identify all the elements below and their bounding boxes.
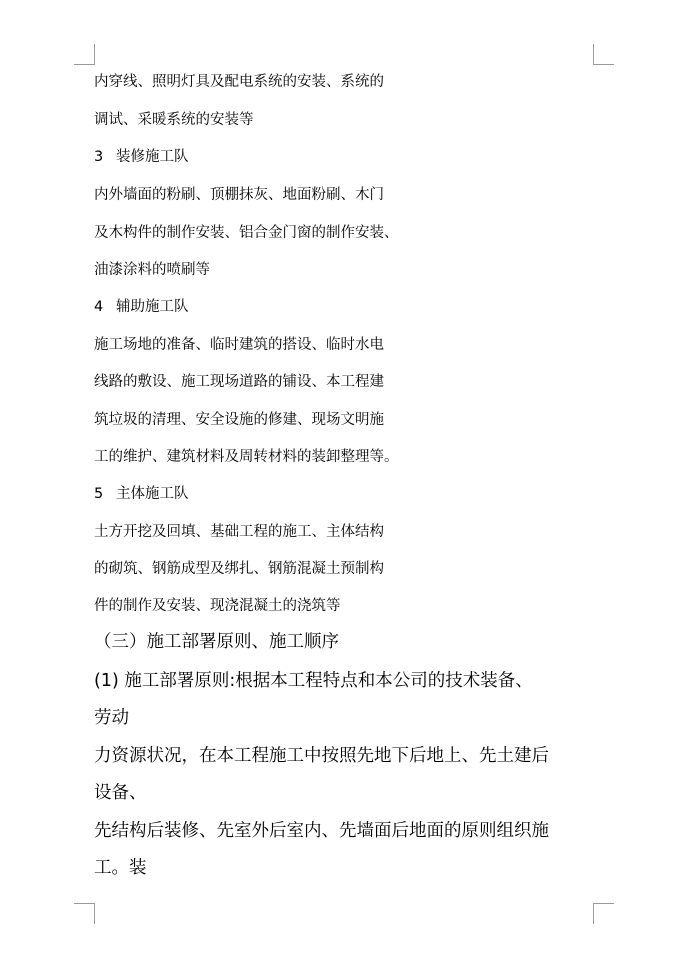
- section-number: 4: [94, 299, 104, 315]
- body-line: 力资源状况，在本工程施工中按照先地下后地上、先土建后: [94, 746, 549, 766]
- body-line: 劳动: [94, 708, 129, 728]
- crop-mark-bottom-left: [74, 903, 95, 924]
- crop-mark-top-left: [74, 44, 95, 65]
- body-line: 工。装: [94, 858, 147, 878]
- body-line: 土方开挖及回填、基础工程的施工、主体结构: [94, 524, 384, 540]
- subsection-heading: （三）施工部署原则、施工顺序: [94, 632, 339, 652]
- section-heading-decoration-team: [94, 150, 189, 165]
- body-line: 工的维护、建筑材料及周转材料的装卸整理等。: [94, 449, 399, 465]
- crop-mark-top-right: [593, 44, 614, 65]
- section-title: 装修施工队: [116, 149, 189, 165]
- crop-mark-bottom-right: [593, 903, 614, 924]
- section-number: 5: [94, 486, 104, 502]
- body-line: 筑垃圾的清理、安全设施的修建、现场文明施: [94, 412, 384, 428]
- body-line: 设备、: [94, 783, 147, 803]
- body-line: 先结构后装修、先室外后室内、先墙面后地面的原则组织施: [94, 821, 549, 841]
- body-line: 及木构件的制作安装、铝合金门窗的制作安装、: [94, 225, 399, 241]
- body-line: 内穿线、照明灯具及配电系统的安装、系统的: [94, 74, 384, 90]
- body-line: 内外墙面的粉刷、顶棚抹灰、地面粉刷、木门: [94, 187, 384, 203]
- body-line: 调试、采暖系统的安装等: [94, 112, 254, 128]
- body-line: 的砌筑、钢筋成型及绑扎、钢筋混凝土预制构: [94, 561, 384, 577]
- section-number: 3: [94, 149, 104, 165]
- section-heading-main-structure-team: [94, 487, 189, 502]
- section-heading-auxiliary-team: [94, 300, 189, 315]
- body-line: 油漆涂料的喷刷等: [94, 262, 210, 278]
- section-title: 主体施工队: [116, 486, 189, 502]
- body-line: 件的制作及安装、现浇混凝土的浇筑等: [94, 598, 341, 614]
- body-line: 施工场地的准备、临时建筑的搭设、临时水电: [94, 337, 384, 353]
- section-title: 辅助施工队: [116, 299, 189, 315]
- body-line: (1) 施工部署原则:根据本工程特点和本公司的技术装备、: [94, 671, 533, 691]
- body-line: 线路的敷设、施工现场道路的铺设、本工程建: [94, 374, 384, 390]
